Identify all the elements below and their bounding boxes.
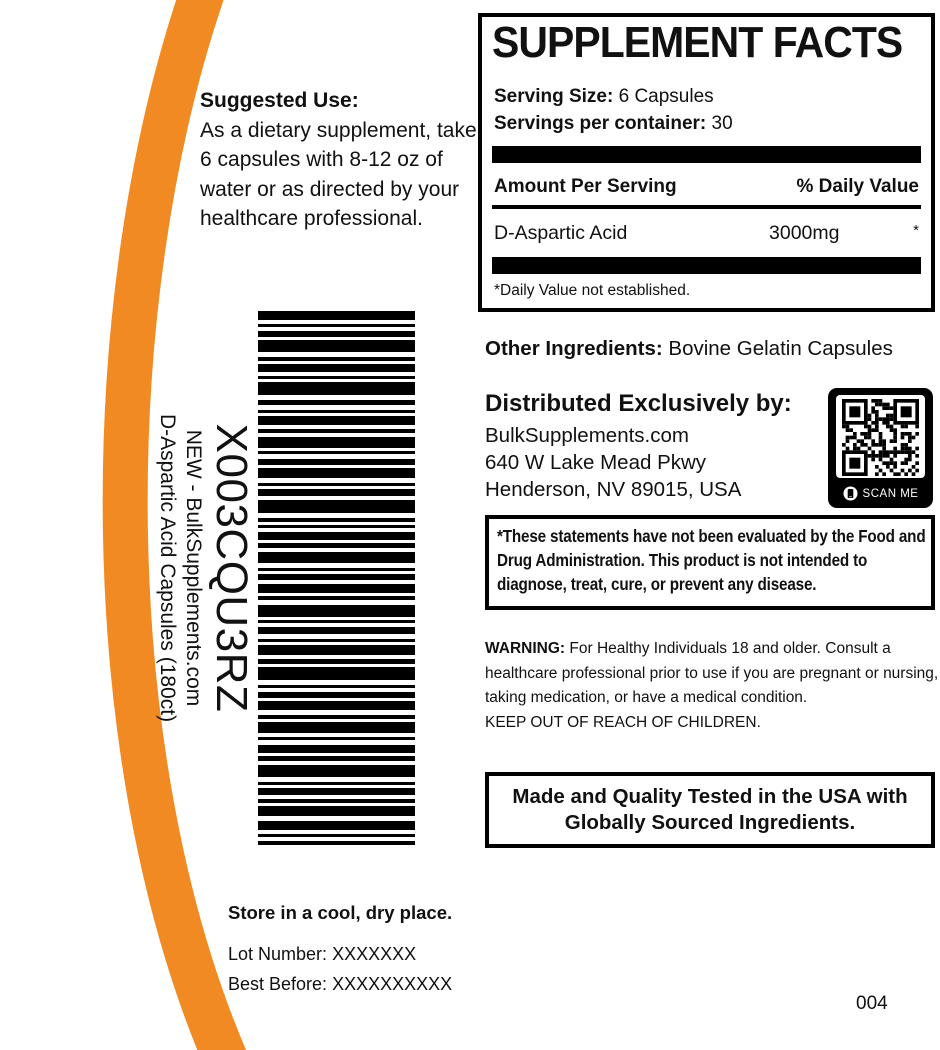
- barcode-bar: [258, 834, 415, 837]
- barcode-bar: [258, 692, 415, 698]
- barcode-bar: [258, 645, 415, 655]
- best-before-line: [228, 974, 452, 995]
- ingredient-name: D-Aspartic Acid: [494, 222, 628, 244]
- barcode: [258, 311, 415, 845]
- sku-code: X003CQU3RZ: [207, 423, 256, 713]
- barcode-bar: [258, 745, 415, 753]
- keep-out-text: KEEP OUT OF REACH OF CHILDREN.: [485, 713, 761, 731]
- made-in-usa-box: [485, 772, 935, 848]
- suggested-use-title: Suggested Use:: [200, 89, 359, 112]
- serving-size-value: 6 Capsules: [618, 86, 714, 107]
- barcode-bar: [258, 806, 415, 816]
- scan-me-label: SCAN ME: [862, 487, 919, 500]
- supplement-facts-panel: [478, 13, 935, 312]
- barcode-bar: [258, 483, 415, 486]
- servings-per-container-line: [492, 110, 921, 137]
- barcode-bar: [258, 596, 415, 600]
- barcode-bar: [258, 701, 415, 710]
- barcode-bar: [258, 468, 415, 478]
- page-code: 004: [856, 993, 888, 1014]
- usa-line1: Made and Quality Tested in the USA with: [512, 785, 908, 808]
- barcode-bar: [258, 841, 415, 845]
- ingredient-amount: 3000mg: [769, 222, 840, 244]
- serving-size-label: Serving Size:: [494, 86, 614, 107]
- distributor-label: Distributed Exclusively by:: [485, 390, 792, 417]
- qr-code: [836, 395, 925, 478]
- barcode-bar: [258, 667, 415, 680]
- barcode-bar: [258, 737, 415, 740]
- distributor-name: BulkSupplements.com: [485, 424, 689, 447]
- barcode-bar: [258, 584, 415, 593]
- barcode-bar: [258, 639, 415, 642]
- barcode-bar: [258, 489, 415, 496]
- distributor-section: [485, 390, 792, 503]
- phone-icon: [843, 486, 858, 501]
- barcode-bar: [258, 429, 415, 433]
- barcode-bar: [258, 382, 415, 395]
- fda-disclaimer-box: [485, 515, 935, 610]
- other-ingredients-label: Other Ingredients:: [485, 337, 663, 360]
- storage-instruction: Store in a cool, dry place.: [228, 902, 453, 923]
- barcode-bar: [258, 400, 415, 405]
- sku-product-line: D-Aspartic Acid Capsules (180ct): [156, 413, 179, 723]
- barcode-bar: [258, 568, 415, 571]
- lot-label: Lot Number:: [228, 944, 328, 964]
- barcode-bar: [258, 543, 415, 548]
- barcode-bar: [258, 765, 415, 777]
- warning-section: [485, 637, 940, 735]
- warning-label: WARNING:: [485, 640, 566, 657]
- barcode-bar: [258, 552, 415, 563]
- barcode-bar: [258, 627, 415, 634]
- divider-bar: [492, 257, 921, 274]
- scan-me-row: [828, 486, 933, 501]
- daily-value-footnote: *Daily Value not established.: [494, 282, 691, 299]
- ingredient-row: [492, 209, 921, 257]
- barcode-bar: [258, 518, 415, 522]
- distributor-address2: Henderson, NV 89015, USA: [485, 478, 742, 501]
- usa-line2: Globally Sourced Ingredients.: [564, 811, 856, 834]
- facts-header-row: [492, 163, 921, 209]
- barcode-bar: [258, 756, 415, 761]
- sku-brand-line: NEW - BulkSupplements.com: [182, 429, 205, 707]
- warning-text: For Healthy Individuals 18 and older. Consult a healthcare professional prior to use if you are pregnant or nursing, taking medication, or have a medical condition.: [485, 640, 939, 706]
- barcode-bar: [258, 799, 415, 803]
- lot-value: XXXXXXX: [332, 944, 417, 964]
- barcode-bar: [258, 416, 415, 425]
- best-before-value: XXXXXXXXXX: [332, 974, 453, 994]
- barcode-bar: [258, 500, 415, 513]
- qr-code-block: [828, 388, 933, 508]
- ingredient-dv: *: [913, 222, 919, 239]
- barcode-bar: [258, 357, 415, 361]
- divider-bar: [492, 146, 921, 163]
- barcode-bar: [258, 722, 415, 733]
- daily-value-header: % Daily Value: [796, 176, 919, 197]
- barcode-bar: [258, 459, 415, 465]
- suggested-use-section: [200, 86, 478, 234]
- barcode-bar: [258, 451, 415, 454]
- barcode-bar: [258, 376, 415, 379]
- barcode-bar: [258, 685, 415, 688]
- barcode-bar: [258, 364, 415, 372]
- distributor-address1: 640 W Lake Mead Pkwy: [485, 451, 707, 474]
- barcode-bar: [258, 331, 415, 337]
- other-ingredients-line: [485, 337, 893, 361]
- suggested-use-body: As a dietary supplement, take 6 capsules with 8-12 oz of water or as directed by your healthcare professional.: [200, 118, 477, 230]
- sku-vertical-text: [154, 285, 256, 851]
- barcode-bar: [258, 620, 415, 623]
- amount-per-serving-header: Amount Per Serving: [494, 176, 677, 197]
- barcode-bar: [258, 340, 415, 352]
- best-before-label: Best Before:: [228, 974, 328, 994]
- barcode-bar: [258, 532, 415, 540]
- servings-value: 30: [711, 113, 733, 134]
- lot-number-line: [228, 944, 416, 965]
- fda-disclaimer-text: *These statements have not been evaluated by the Food and Drug Administration. This product is not intended to diagnose, treat, cure, or prevent any disease.: [497, 526, 926, 594]
- supplement-facts-title: SUPPLEMENT FACTS: [492, 18, 903, 67]
- barcode-bar: [258, 659, 415, 664]
- other-ingredients-value: Bovine Gelatin Capsules: [668, 337, 893, 360]
- barcode-bar: [258, 437, 415, 448]
- servings-label: Servings per container:: [494, 113, 707, 134]
- barcode-bar: [258, 788, 415, 795]
- barcode-bar: [258, 324, 415, 327]
- barcode-bar: [258, 525, 415, 528]
- barcode-bar: [258, 821, 415, 830]
- serving-size-line: [492, 83, 921, 110]
- barcode-bar: [258, 715, 415, 719]
- barcode-bar: [258, 311, 415, 320]
- barcode-bar: [258, 574, 415, 580]
- barcode-bar: [258, 410, 415, 413]
- barcode-bar: [258, 605, 415, 617]
- barcode-bar: [258, 782, 415, 785]
